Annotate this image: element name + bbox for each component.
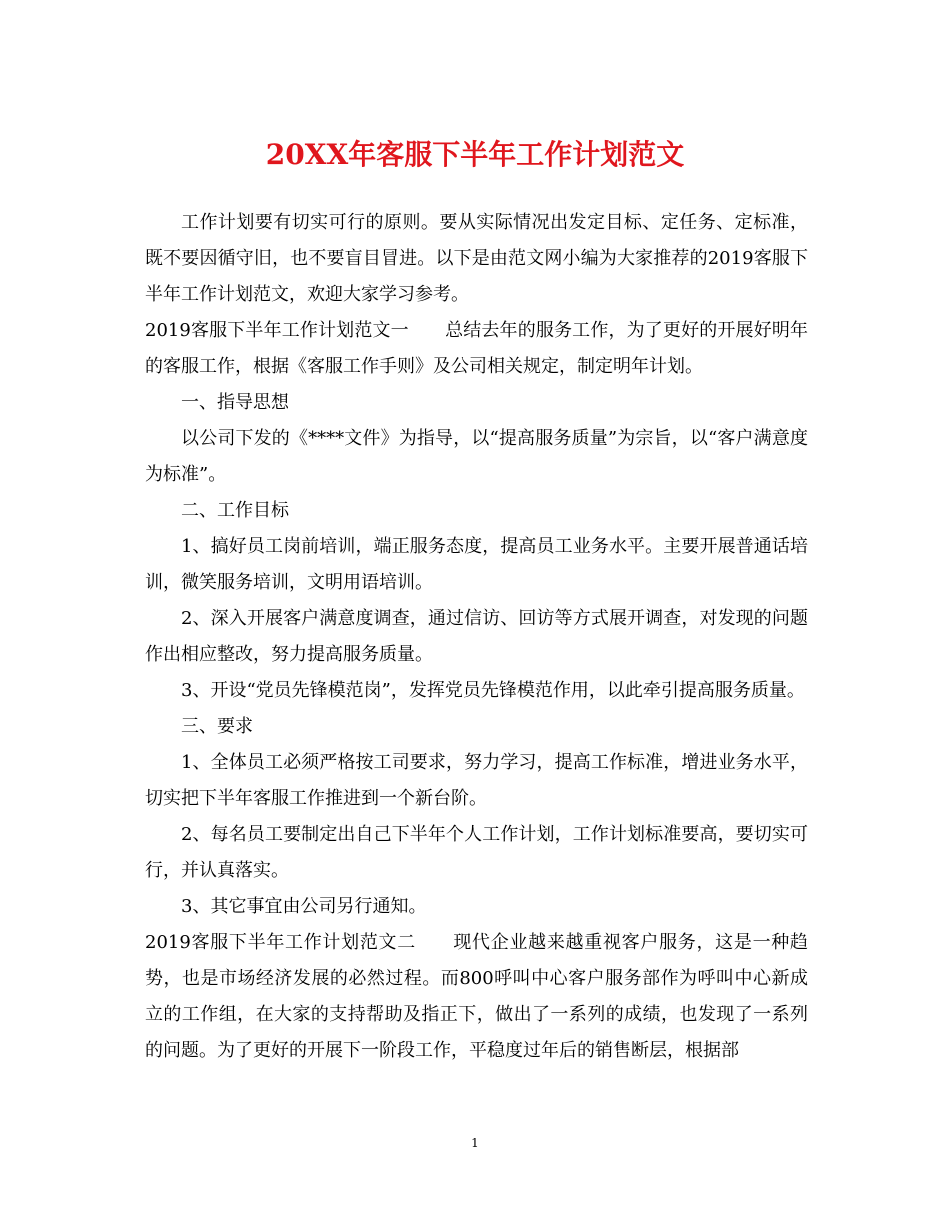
section-heading-guiding-thought: 一、指导思想 [181, 392, 289, 413]
page-number: 1 [471, 1136, 479, 1150]
list-item-requirement-3: 3、其它事宜由公司另行通知。 [181, 896, 427, 917]
paragraph-sample-two: 2019客服下半年工作计划范文二 现代企业越来越重视客户服务，这是一种趋势，也是市场经济发展的必然过程。而800呼叫中心客户服务部作为呼叫中心新成立的工作组，在大家的支持帮助及指正下，做出了一系列的成绩，也发现了一系列的问题。为了更好的开展下一阶段工作，平稳度过年后的销售断层，根据部 [145, 932, 808, 1061]
section-heading-work-goals: 二、工作目标 [181, 500, 289, 521]
section-heading-requirements: 三、要求 [181, 716, 253, 737]
list-item-requirement-1: 1、全体员工必须严格按工司要求，努力学习，提高工作标准，增进业务水平，切实把下半年客服工作推进到一个新台阶。 [145, 752, 808, 809]
list-item-requirement-2: 2、每名员工要制定出自己下半年个人工作计划，工作计划标准要高，要切实可行，并认真落实。 [145, 824, 808, 881]
paragraph-guiding-thought: 以公司下发的《****文件》为指导，以“提高服务质量”为宗旨，以“客户满意度为标准”。 [145, 428, 808, 485]
paragraph-intro: 工作计划要有切实可行的原则。要从实际情况出发定目标、定任务、定标准，既不要因循守旧，也不要盲目冒进。以下是由范文网小编为大家推荐的2019客服下半年工作计划范文，欢迎大家学习参考。 [145, 212, 808, 305]
list-item-goal-1: 1、搞好员工岗前培训，端正服务态度，提高员工业务水平。主要开展普通话培训，微笑服务培训，文明用语培训。 [145, 536, 808, 593]
list-item-goal-3: 3、开设“党员先锋模范岗”，发挥党员先锋模范作用，以此牵引提高服务质量。 [181, 680, 805, 701]
document-body [145, 205, 808, 1069]
paragraph-sample-one-heading: 2019客服下半年工作计划范文一 总结去年的服务工作，为了更好的开展好明年的客服工作，根据《客服工作手则》及公司相关规定，制定明年计划。 [145, 320, 808, 377]
document-title: 20XX年客服下半年工作计划范文 [265, 138, 685, 171]
list-item-goal-2: 2、深入开展客户满意度调查，通过信访、回访等方式展开调查，对发现的问题作出相应整改，努力提高服务质量。 [145, 608, 808, 665]
